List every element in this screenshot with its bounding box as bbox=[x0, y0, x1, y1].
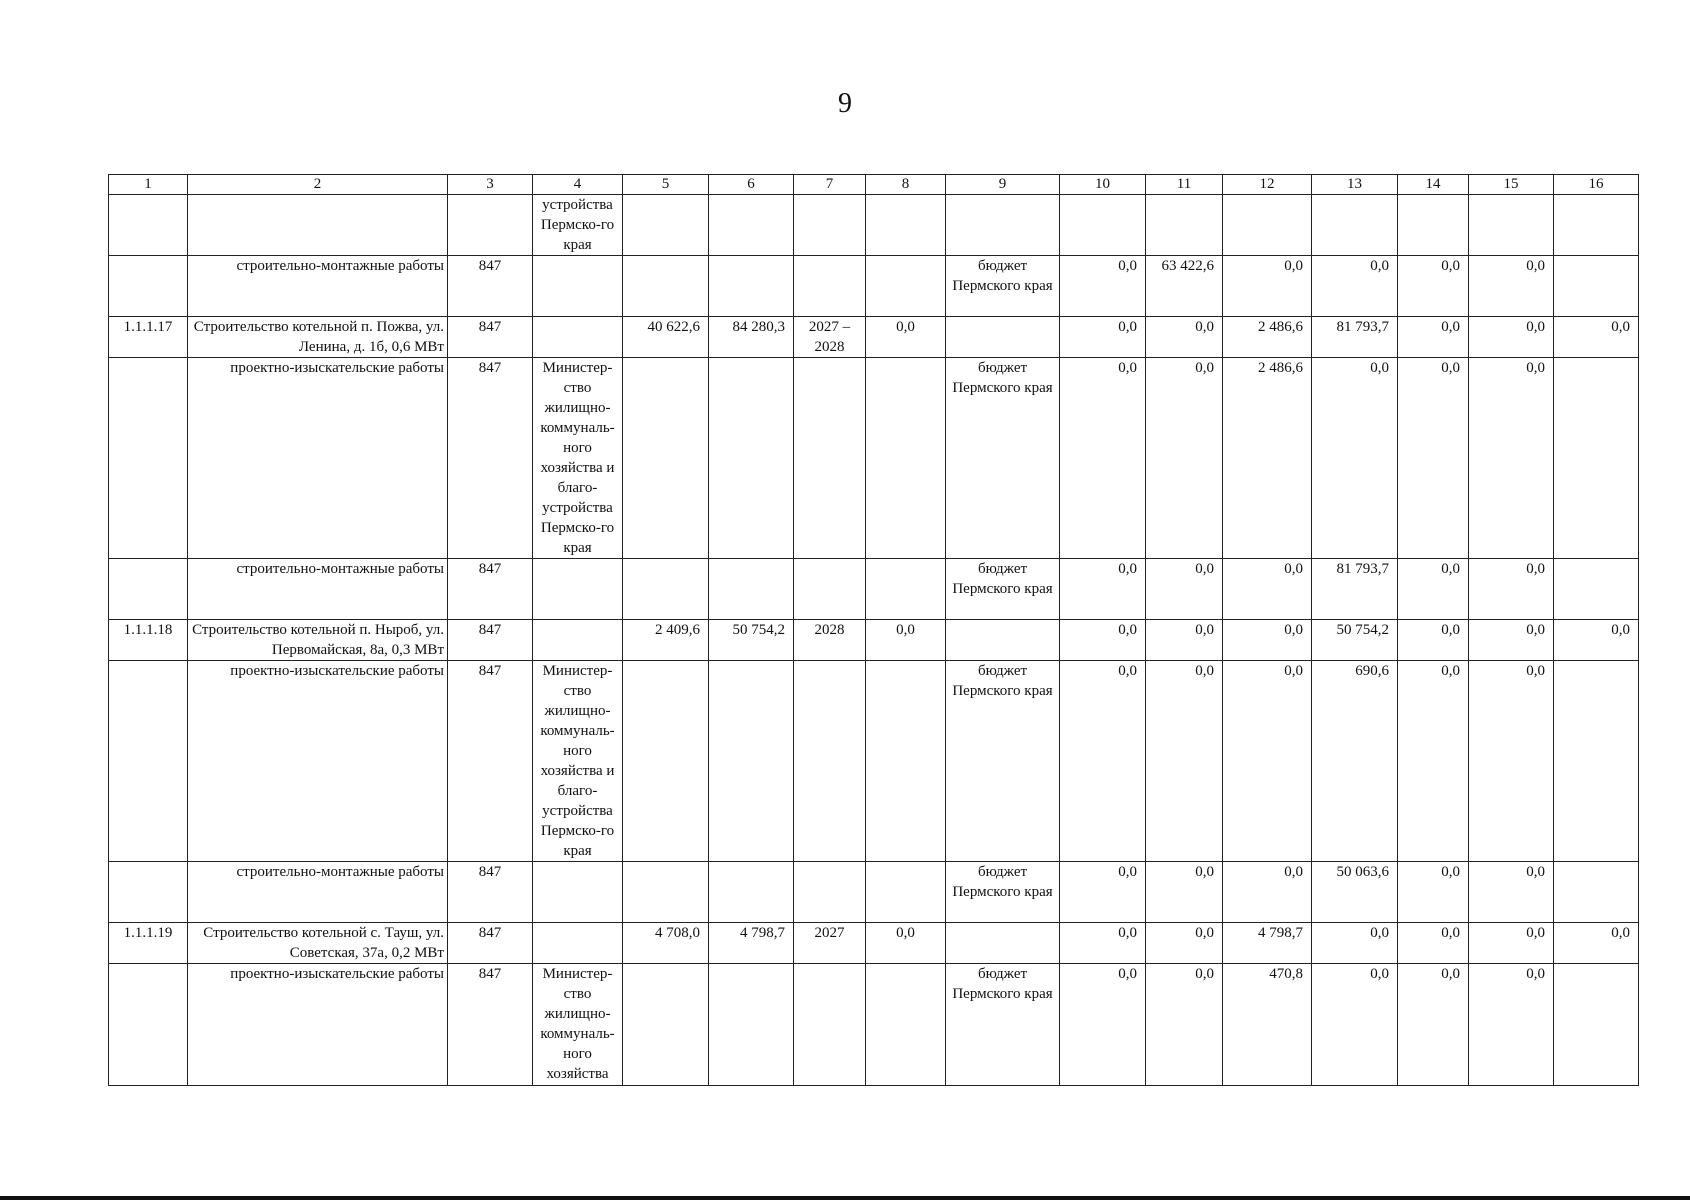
table-cell-col-10 bbox=[1060, 195, 1146, 256]
column-header: 14 bbox=[1398, 175, 1469, 195]
table-cell-col-9: бюджет Пермского края bbox=[946, 964, 1060, 1086]
table-cell-col-6 bbox=[709, 559, 794, 620]
table-cell-col-15 bbox=[1469, 195, 1554, 256]
table-cell-col-11: 0,0 bbox=[1146, 559, 1223, 620]
table-cell-col-6 bbox=[709, 195, 794, 256]
table-cell-col-13: 0,0 bbox=[1312, 923, 1398, 964]
table-cell-col-16 bbox=[1554, 358, 1639, 559]
table-cell-col-9: бюджет Пермского края bbox=[946, 358, 1060, 559]
table-cell-col-10: 0,0 bbox=[1060, 923, 1146, 964]
table-cell-col-16: 0,0 bbox=[1554, 923, 1639, 964]
table-cell-col-8 bbox=[866, 358, 946, 559]
table-cell-col-4: устройства Пермско-го края bbox=[533, 195, 623, 256]
table-cell-col-1 bbox=[109, 964, 188, 1086]
table-cell-col-16 bbox=[1554, 661, 1639, 862]
column-header: 6 bbox=[709, 175, 794, 195]
table-cell-col-9 bbox=[946, 195, 1060, 256]
table-cell-col-16 bbox=[1554, 195, 1639, 256]
table-cell-col-15: 0,0 bbox=[1469, 620, 1554, 661]
table-cell-col-12: 0,0 bbox=[1223, 661, 1312, 862]
table-cell-col-2: Строительство котельной п. Пожва, ул. Ленина, д. 1б, 0,6 МВт bbox=[188, 317, 448, 358]
table-cell-col-7: 2028 bbox=[794, 620, 866, 661]
table-cell-col-3: 847 bbox=[448, 620, 533, 661]
table-cell-col-8 bbox=[866, 195, 946, 256]
table-row bbox=[109, 317, 1639, 358]
table-cell-col-12: 0,0 bbox=[1223, 559, 1312, 620]
table-cell-col-13: 81 793,7 bbox=[1312, 317, 1398, 358]
table-cell-col-11: 0,0 bbox=[1146, 661, 1223, 862]
table-cell-col-12: 2 486,6 bbox=[1223, 358, 1312, 559]
column-header: 2 bbox=[188, 175, 448, 195]
table-cell-col-7 bbox=[794, 964, 866, 1086]
column-header: 16 bbox=[1554, 175, 1639, 195]
column-header: 13 bbox=[1312, 175, 1398, 195]
table-cell-col-6: 50 754,2 bbox=[709, 620, 794, 661]
table-cell-col-16: 0,0 bbox=[1554, 620, 1639, 661]
table-cell-col-14: 0,0 bbox=[1398, 559, 1469, 620]
table-cell-col-11: 0,0 bbox=[1146, 317, 1223, 358]
table-cell-col-16 bbox=[1554, 862, 1639, 923]
table-cell-col-15: 0,0 bbox=[1469, 317, 1554, 358]
table-row bbox=[109, 964, 1639, 1086]
table-cell-col-1 bbox=[109, 559, 188, 620]
column-header: 3 bbox=[448, 175, 533, 195]
table-cell-col-8 bbox=[866, 964, 946, 1086]
table-cell-col-13: 0,0 bbox=[1312, 358, 1398, 559]
table-cell-col-7: 2027 – 2028 bbox=[794, 317, 866, 358]
table-cell-col-12: 4 798,7 bbox=[1223, 923, 1312, 964]
table-cell-col-4 bbox=[533, 923, 623, 964]
table-cell-col-7 bbox=[794, 862, 866, 923]
table-cell-col-11: 0,0 bbox=[1146, 923, 1223, 964]
table-cell-col-10: 0,0 bbox=[1060, 559, 1146, 620]
column-header: 5 bbox=[623, 175, 709, 195]
table-cell-col-11: 63 422,6 bbox=[1146, 256, 1223, 317]
table-cell-col-8 bbox=[866, 862, 946, 923]
table-cell-col-4: Министер-ство жилищно-коммуналь-ного хозяйства bbox=[533, 964, 623, 1086]
column-header: 10 bbox=[1060, 175, 1146, 195]
table-cell-col-6 bbox=[709, 358, 794, 559]
table-cell-col-8 bbox=[866, 661, 946, 862]
column-header: 4 bbox=[533, 175, 623, 195]
table-cell-col-10: 0,0 bbox=[1060, 964, 1146, 1086]
table-row bbox=[109, 195, 1639, 256]
table-cell-col-9: бюджет Пермского края bbox=[946, 661, 1060, 862]
table-cell-col-4 bbox=[533, 256, 623, 317]
table-cell-col-4: Министер-ство жилищно-коммуналь-ного хозяйства и благо-устройства Пермско-го края bbox=[533, 358, 623, 559]
table-cell-col-15: 0,0 bbox=[1469, 964, 1554, 1086]
table-row bbox=[109, 661, 1639, 862]
table-cell-col-6 bbox=[709, 256, 794, 317]
table-cell-col-3: 847 bbox=[448, 559, 533, 620]
table-cell-col-2: строительно-монтажные работы bbox=[188, 256, 448, 317]
table-cell-col-2 bbox=[188, 195, 448, 256]
table-cell-col-9 bbox=[946, 923, 1060, 964]
table-cell-col-3: 847 bbox=[448, 256, 533, 317]
table-cell-col-14: 0,0 bbox=[1398, 317, 1469, 358]
table-cell-col-10: 0,0 bbox=[1060, 862, 1146, 923]
table-cell-col-11: 0,0 bbox=[1146, 862, 1223, 923]
table-cell-col-15: 0,0 bbox=[1469, 862, 1554, 923]
table-cell-col-8: 0,0 bbox=[866, 317, 946, 358]
table-row bbox=[109, 862, 1639, 923]
table-cell-col-9: бюджет Пермского края bbox=[946, 862, 1060, 923]
table-cell-col-8: 0,0 bbox=[866, 923, 946, 964]
table-cell-col-4 bbox=[533, 559, 623, 620]
table-cell-col-7 bbox=[794, 559, 866, 620]
table-cell-col-8: 0,0 bbox=[866, 620, 946, 661]
table-cell-col-15: 0,0 bbox=[1469, 661, 1554, 862]
table-cell-col-5: 40 622,6 bbox=[623, 317, 709, 358]
table-cell-col-4: Министер-ство жилищно-коммуналь-ного хозяйства и благо-устройства Пермско-го края bbox=[533, 661, 623, 862]
table-cell-col-5: 4 708,0 bbox=[623, 923, 709, 964]
table-cell-col-14: 0,0 bbox=[1398, 620, 1469, 661]
table-cell-col-7 bbox=[794, 358, 866, 559]
table-cell-col-2: проектно-изыскательские работы bbox=[188, 661, 448, 862]
table-cell-col-9: бюджет Пермского края bbox=[946, 559, 1060, 620]
header-row bbox=[109, 175, 1639, 195]
table-cell-col-1: 1.1.1.19 bbox=[109, 923, 188, 964]
column-header: 12 bbox=[1223, 175, 1312, 195]
table-cell-col-3: 847 bbox=[448, 358, 533, 559]
column-header: 8 bbox=[866, 175, 946, 195]
table-cell-col-13: 81 793,7 bbox=[1312, 559, 1398, 620]
table-cell-col-8 bbox=[866, 256, 946, 317]
table-cell-col-13: 50 754,2 bbox=[1312, 620, 1398, 661]
table-cell-col-5 bbox=[623, 195, 709, 256]
column-header: 1 bbox=[109, 175, 188, 195]
table-cell-col-16 bbox=[1554, 256, 1639, 317]
table-cell-col-13: 690,6 bbox=[1312, 661, 1398, 862]
table-cell-col-3: 847 bbox=[448, 661, 533, 862]
table-cell-col-1 bbox=[109, 256, 188, 317]
table-cell-col-5 bbox=[623, 256, 709, 317]
table-cell-col-10: 0,0 bbox=[1060, 620, 1146, 661]
table-cell-col-12: 0,0 bbox=[1223, 620, 1312, 661]
table-cell-col-14: 0,0 bbox=[1398, 923, 1469, 964]
table-cell-col-14: 0,0 bbox=[1398, 964, 1469, 1086]
page-number: 9 bbox=[838, 88, 852, 119]
table-cell-col-7 bbox=[794, 195, 866, 256]
table-cell-col-5 bbox=[623, 964, 709, 1086]
table-cell-col-10: 0,0 bbox=[1060, 317, 1146, 358]
table-cell-col-1 bbox=[109, 661, 188, 862]
table-cell-col-6 bbox=[709, 964, 794, 1086]
column-header: 15 bbox=[1469, 175, 1554, 195]
table-cell-col-5 bbox=[623, 358, 709, 559]
table-cell-col-8 bbox=[866, 559, 946, 620]
table-cell-col-5 bbox=[623, 559, 709, 620]
table-cell-col-15: 0,0 bbox=[1469, 256, 1554, 317]
table-cell-col-13: 0,0 bbox=[1312, 964, 1398, 1086]
column-header: 9 bbox=[946, 175, 1060, 195]
table-cell-col-2: Строительство котельной п. Ныроб, ул. Первомайская, 8а, 0,3 МВт bbox=[188, 620, 448, 661]
table-cell-col-4 bbox=[533, 620, 623, 661]
table-cell-col-7: 2027 bbox=[794, 923, 866, 964]
table-cell-col-13: 50 063,6 bbox=[1312, 862, 1398, 923]
table-cell-col-14: 0,0 bbox=[1398, 661, 1469, 862]
table-cell-col-15: 0,0 bbox=[1469, 559, 1554, 620]
table-cell-col-12 bbox=[1223, 195, 1312, 256]
table-cell-col-1: 1.1.1.17 bbox=[109, 317, 188, 358]
table-cell-col-1: 1.1.1.18 bbox=[109, 620, 188, 661]
table-cell-col-4 bbox=[533, 317, 623, 358]
table-cell-col-5: 2 409,6 bbox=[623, 620, 709, 661]
table-cell-col-15: 0,0 bbox=[1469, 358, 1554, 559]
table-cell-col-9 bbox=[946, 620, 1060, 661]
table-cell-col-1 bbox=[109, 358, 188, 559]
table-cell-col-9 bbox=[946, 317, 1060, 358]
table-cell-col-4 bbox=[533, 862, 623, 923]
scan-edge bbox=[0, 1196, 1690, 1200]
table-cell-col-2: строительно-монтажные работы bbox=[188, 862, 448, 923]
table-cell-col-3: 847 bbox=[448, 923, 533, 964]
table-cell-col-2: строительно-монтажные работы bbox=[188, 559, 448, 620]
table-cell-col-3: 847 bbox=[448, 862, 533, 923]
table-cell-col-5 bbox=[623, 661, 709, 862]
table-cell-col-6 bbox=[709, 661, 794, 862]
table-cell-col-10: 0,0 bbox=[1060, 661, 1146, 862]
budget-table bbox=[108, 174, 1639, 1086]
table-cell-col-2: проектно-изыскательские работы bbox=[188, 358, 448, 559]
table-row bbox=[109, 256, 1639, 317]
table-cell-col-7 bbox=[794, 661, 866, 862]
table-cell-col-6: 84 280,3 bbox=[709, 317, 794, 358]
table-cell-col-7 bbox=[794, 256, 866, 317]
table-cell-col-16 bbox=[1554, 964, 1639, 1086]
table-cell-col-13: 0,0 bbox=[1312, 256, 1398, 317]
table-cell-col-3 bbox=[448, 195, 533, 256]
table-cell-col-12: 0,0 bbox=[1223, 256, 1312, 317]
table-cell-col-1 bbox=[109, 195, 188, 256]
column-header: 7 bbox=[794, 175, 866, 195]
table-cell-col-12: 2 486,6 bbox=[1223, 317, 1312, 358]
table-cell-col-3: 847 bbox=[448, 964, 533, 1086]
table-cell-col-16: 0,0 bbox=[1554, 317, 1639, 358]
table-cell-col-14: 0,0 bbox=[1398, 862, 1469, 923]
table-cell-col-6: 4 798,7 bbox=[709, 923, 794, 964]
table-cell-col-1 bbox=[109, 862, 188, 923]
table-cell-col-10: 0,0 bbox=[1060, 358, 1146, 559]
table-cell-col-11 bbox=[1146, 195, 1223, 256]
column-header: 11 bbox=[1146, 175, 1223, 195]
table-cell-col-11: 0,0 bbox=[1146, 964, 1223, 1086]
table-cell-col-14 bbox=[1398, 195, 1469, 256]
table-row bbox=[109, 559, 1639, 620]
table-cell-col-14: 0,0 bbox=[1398, 256, 1469, 317]
table-cell-col-13 bbox=[1312, 195, 1398, 256]
table-cell-col-5 bbox=[623, 862, 709, 923]
table-cell-col-3: 847 bbox=[448, 317, 533, 358]
table-cell-col-15: 0,0 bbox=[1469, 923, 1554, 964]
table-cell-col-12: 0,0 bbox=[1223, 862, 1312, 923]
table-cell-col-6 bbox=[709, 862, 794, 923]
table-cell-col-9: бюджет Пермского края bbox=[946, 256, 1060, 317]
table-cell-col-10: 0,0 bbox=[1060, 256, 1146, 317]
table-cell-col-11: 0,0 bbox=[1146, 358, 1223, 559]
table-cell-col-14: 0,0 bbox=[1398, 358, 1469, 559]
table-cell-col-2: проектно-изыскательские работы bbox=[188, 964, 448, 1086]
table-cell-col-16 bbox=[1554, 559, 1639, 620]
table-row bbox=[109, 923, 1639, 964]
table-row bbox=[109, 358, 1639, 559]
table-cell-col-12: 470,8 bbox=[1223, 964, 1312, 1086]
table-cell-col-11: 0,0 bbox=[1146, 620, 1223, 661]
table-cell-col-2: Строительство котельной с. Тауш, ул. Советская, 37а, 0,2 МВт bbox=[188, 923, 448, 964]
table-row bbox=[109, 620, 1639, 661]
